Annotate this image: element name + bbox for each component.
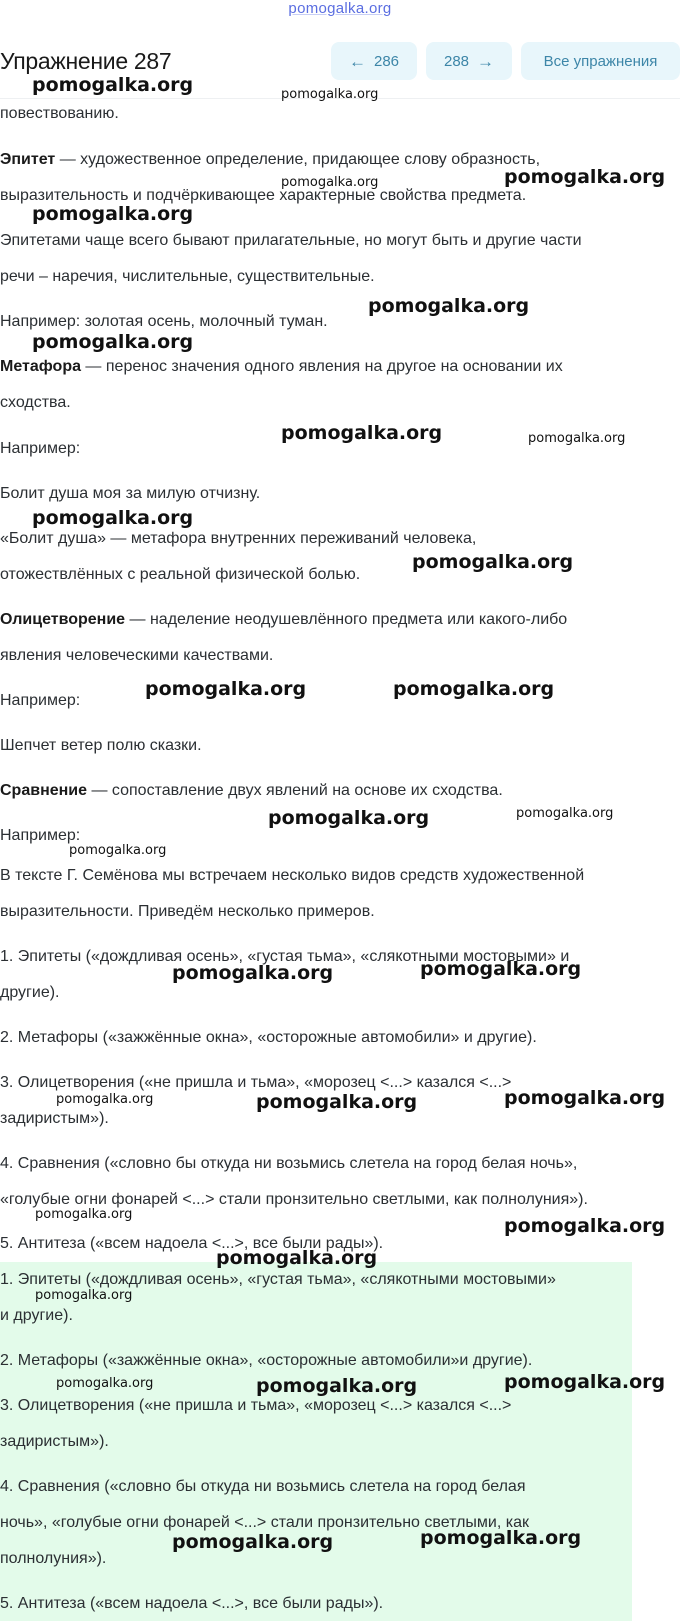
personification-definition	[0, 610, 567, 630]
watermark: pomogalka.org	[145, 678, 307, 700]
intro-tail: повествованию.	[0, 105, 119, 122]
all-exercises-label: Все упражнения	[543, 52, 658, 70]
watermark: pomogalka.org	[516, 806, 614, 821]
epithet-note-1: Эпитетами чаще всего бывают прилагательные, но могут быть и другие части	[0, 232, 582, 249]
list-item-2: 2. Метафоры («зажжённые окна», «осторожные автомобили» и другие).	[0, 1029, 537, 1046]
metaphor-def-2: сходства.	[0, 394, 71, 411]
list-item-4b: «голубые огни фонарей <...> стали пронзительно светлыми, как полнолуния»).	[0, 1191, 588, 1208]
personification-def-2: явления человеческими качествами.	[0, 647, 274, 664]
watermark: pomogalka.org	[268, 807, 430, 829]
watermark: pomogalka.org	[56, 1376, 154, 1391]
epithet-example: Например: золотая осень, молочный туман.	[0, 313, 328, 330]
comparison-def-1: — сопоставление двух явлений на основе их сходства.	[87, 782, 503, 799]
epithet-def-2: выразительность и подчёркивающее характерные свойства предмета.	[0, 187, 527, 204]
answer-item-1a: 1. Эпитеты («дождливая осень», «густая тьма», «слякотными мостовыми»	[0, 1271, 556, 1288]
watermark: pomogalka.org	[35, 1288, 133, 1303]
answer-item-3b: задиристым»).	[0, 1433, 109, 1450]
watermark: pomogalka.org	[368, 295, 530, 317]
list-item-3a: 3. Олицетворения («не пришла и тьма», «морозец <...> казался <...>	[0, 1074, 512, 1091]
list-item-1b: другие).	[0, 984, 60, 1001]
answer-item-5: 5. Антитеза («всем надоела <...>, все были рады»).	[0, 1595, 384, 1612]
metaphor-term: Метафора	[0, 358, 81, 375]
watermark: pomogalka.org	[32, 74, 194, 96]
text-intro-2: выразительности. Приведём несколько примеров.	[0, 903, 375, 920]
metaphor-example-label: Например:	[0, 440, 81, 457]
watermark: pomogalka.org	[172, 1531, 334, 1553]
watermark: pomogalka.org	[216, 1247, 378, 1269]
epithet-definition	[0, 150, 540, 170]
answer-item-2: 2. Метафоры («зажжённые окна», «осторожные автомобили»и другие).	[0, 1352, 533, 1369]
watermark: pomogalka.org	[172, 962, 334, 984]
answer-item-3a: 3. Олицетворения («не пришла и тьма», «морозец <...> казался <...>	[0, 1397, 512, 1414]
answer-item-4a: 4. Сравнения («словно бы откуда ни возьмись слетела на город белая	[0, 1478, 526, 1495]
watermark: pomogalka.org	[504, 1215, 666, 1237]
prev-exercise-label: 286	[373, 52, 400, 70]
watermark: pomogalka.org	[35, 1207, 133, 1222]
watermark: pomogalka.org	[32, 331, 194, 353]
personification-def-1: — наделение неодушевлённого предмета или какого-либо	[125, 611, 568, 628]
metaphor-example: Болит душа моя за милую отчизну.	[0, 485, 261, 502]
answer-item-1b: и другие).	[0, 1307, 73, 1324]
all-exercises-button[interactable]	[521, 42, 680, 80]
personification-term: Олицетворение	[0, 611, 126, 628]
watermark: pomogalka.org	[256, 1375, 418, 1397]
site-logo[interactable]: pomogalka.org	[288, 0, 392, 17]
watermark: pomogalka.org	[504, 1371, 666, 1393]
next-exercise-button[interactable]	[426, 42, 512, 80]
watermark: pomogalka.org	[504, 1087, 666, 1109]
watermark: pomogalka.org	[420, 958, 582, 980]
page-title: Упражнение 287	[0, 48, 172, 74]
metaphor-comment-1: «Болит душа» — метафора внутренних переживаний человека,	[0, 530, 477, 547]
comparison-example-label: Например:	[0, 827, 81, 844]
watermark: pomogalka.org	[281, 422, 443, 444]
metaphor-def-1: — перенос значения одного явления на другое на основании их	[80, 358, 563, 375]
comparison-definition	[0, 781, 503, 801]
list-item-3b: задиристым»).	[0, 1110, 109, 1127]
text-intro-1: В тексте Г. Семёнова мы встречаем несколько видов средств художественной	[0, 867, 585, 884]
personification-example: Шепчет ветер полю сказки.	[0, 737, 202, 754]
arrow-left-icon: ←	[348, 51, 366, 71]
watermark: pomogalka.org	[256, 1091, 418, 1113]
metaphor-comment-2: отожествлённых с реальной физической болью.	[0, 566, 361, 583]
watermark: pomogalka.org	[393, 678, 555, 700]
list-item-5: 5. Антитеза («всем надоела <...>, все были рады»).	[0, 1235, 384, 1252]
answer-item-4b: ночь», «голубые огни фонарей <...> стали пронзительно светлыми, как	[0, 1514, 529, 1531]
list-item-4a: 4. Сравнения («словно бы откуда ни возьмись слетела на город белая ночь»,	[0, 1155, 578, 1172]
watermark: pomogalka.org	[420, 1527, 582, 1549]
next-exercise-label: 288	[443, 52, 470, 70]
personification-example-label: Например:	[0, 692, 81, 709]
watermark: pomogalka.org	[412, 551, 574, 573]
watermark: pomogalka.org	[32, 507, 194, 529]
arrow-right-icon: →	[477, 51, 495, 71]
watermark: pomogalka.org	[528, 431, 626, 446]
comparison-term: Сравнение	[0, 782, 88, 799]
prev-exercise-button[interactable]	[331, 42, 417, 80]
watermark: pomogalka.org	[69, 843, 167, 858]
metaphor-definition	[0, 357, 563, 377]
list-item-1a: 1. Эпитеты («дождливая осень», «густая тьма», «слякотными мостовыми» и	[0, 948, 570, 965]
answer-item-4c: полнолуния»).	[0, 1550, 107, 1567]
epithet-note-2: речи – наречия, числительные, существительные.	[0, 268, 375, 285]
watermark: pomogalka.org	[32, 203, 194, 225]
watermark: pomogalka.org	[56, 1092, 154, 1107]
epithet-term: Эпитет	[0, 151, 56, 168]
watermark: pomogalka.org	[504, 166, 666, 188]
epithet-def-1: — художественное определение, придающее слову образность,	[55, 151, 541, 168]
watermark: pomogalka.org	[281, 175, 379, 190]
watermark: pomogalka.org	[281, 87, 379, 102]
